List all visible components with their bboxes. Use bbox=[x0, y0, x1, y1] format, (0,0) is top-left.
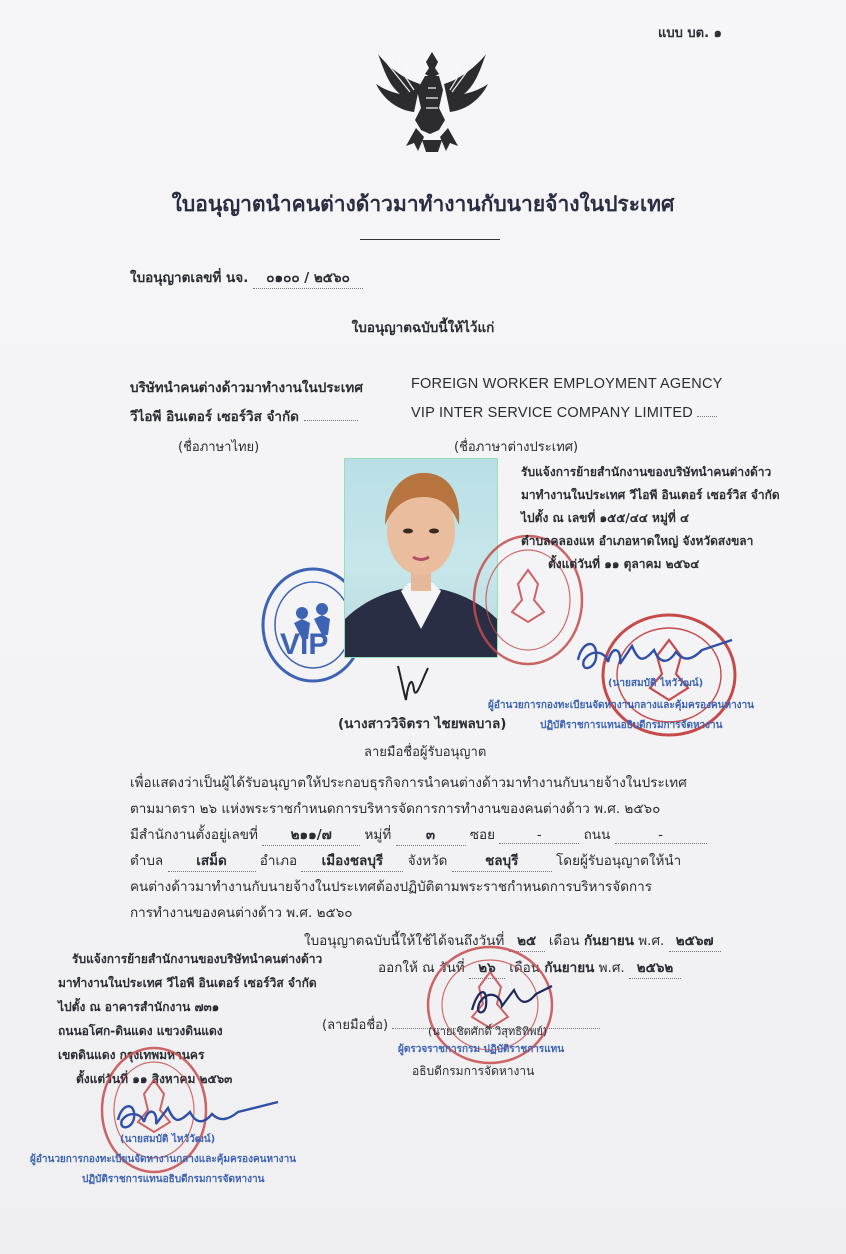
valid-until-day: ๒๕ bbox=[509, 929, 545, 952]
body-line3 bbox=[130, 823, 707, 846]
relocation-bottom-line2: มาทำงานในประเทศ วีไอพี อินเตอร์ เซอร์วิส จำกัด bbox=[58, 976, 317, 990]
license-number-label: ใบอนุญาตเลขที่ นจ. bbox=[130, 270, 249, 286]
director-name: (นายเชิดศักดิ์ วิสุทธิทิพย์) bbox=[428, 1025, 548, 1038]
road-value: - bbox=[615, 827, 707, 844]
moo-value: ๓ bbox=[396, 823, 466, 846]
license-number-value: ๐๑๐๐ / ๒๕๖๐ bbox=[253, 266, 363, 289]
stamp-vip-text: VIP bbox=[280, 628, 329, 661]
thai-name-line1: บริษัทนำคนต่างด้าวมาทำงานในประเทศ bbox=[130, 380, 363, 396]
relocation-bottom-line5: เขตดินแดง กรุงเทพมหานคร bbox=[58, 1048, 205, 1062]
valid-year-label: พ.ศ. bbox=[638, 933, 665, 949]
garuda-emblem bbox=[370, 48, 494, 156]
relocation-top-signer-title1: ผู้อำนวยการกองทะเบียนจัดหางานกลางและคุ้มครองคนหางาน bbox=[488, 700, 755, 711]
director-title: อธิบดีกรมการจัดหางาน bbox=[412, 1064, 535, 1078]
form-code: แบบ บต. ๑ bbox=[658, 26, 722, 41]
amphoe-label: อำเภอ bbox=[259, 853, 298, 869]
relocation-bottom-line6: ตั้งแต่วันที่ ๑๑ สิงหาคม ๒๕๖๓ bbox=[76, 1072, 233, 1086]
moo-label: หมู่ที่ bbox=[364, 827, 392, 843]
province-value: ชลบุรี bbox=[452, 849, 552, 872]
body-line5: คนต่างด้าวมาทำงานกับนายจ้างในประเทศต้องปฏิบัติตามพระราชกำหนดการบริหารจัดการ bbox=[130, 879, 652, 895]
body-line1: เพื่อแสดงว่าเป็นผู้ได้รับอนุญาตให้ประกอบธุรกิจการนำคนต่างด้าวมาทำงานกับนายจ้างในประเทศ bbox=[130, 775, 687, 791]
licensee-name: (นางสาววิจิตรา ไชยพลบาล) bbox=[338, 716, 507, 732]
thai-name-line2-text: วีไอพี อินเตอร์ เซอร์วิส จำกัด bbox=[130, 409, 299, 425]
signature-top-right bbox=[572, 630, 742, 680]
director-signature-label: (ลายมือชื่อ) bbox=[322, 1018, 389, 1033]
issued-to-label: ใบอนุญาตฉบับนี้ให้ไว้แก่ bbox=[351, 320, 495, 336]
relocation-bottom-signer-title1: ผู้อำนวยการกองทะเบียนจัดหางานกลางและคุ้มครองคนหางาน bbox=[30, 1154, 297, 1165]
body-line4 bbox=[130, 849, 681, 872]
foreign-name-dots bbox=[697, 416, 717, 417]
relocation-top-line4: ตำบลคลองแห อำเภอหาดใหญ่ จังหวัดสงขลา bbox=[521, 534, 754, 548]
relocation-bottom-line4: ถนนอโศก-ดินแดง แขวงดินแดง bbox=[58, 1024, 223, 1038]
licensee-signature bbox=[392, 660, 432, 704]
soi-value: - bbox=[499, 827, 579, 844]
body-line4-suffix: โดยผู้รับอนุญาตให้นำ bbox=[556, 853, 682, 869]
relocation-top-line1: รับแจ้งการย้ายสำนักงานของบริษัทนำคนต่างด้าว bbox=[521, 465, 772, 479]
tambon-label: ตำบล bbox=[130, 853, 164, 869]
relocation-top-line3: ไปตั้ง ณ เลขที่ ๑๕๕/๔๔ หมู่ที่ ๔ bbox=[521, 511, 690, 525]
body-line2: ตามมาตรา ๒๖ แห่งพระราชกำหนดการบริหารจัดการการทำงานของคนต่างด้าว พ.ศ. ๒๕๖๐ bbox=[130, 801, 661, 817]
relocation-bottom-line1: รับแจ้งการย้ายสำนักงานของบริษัทนำคนต่างด้าว bbox=[72, 952, 323, 966]
road-label: ถนน bbox=[583, 827, 611, 843]
document-title: ใบอนุญาตนำคนต่างด้าวมาทำงานกับนายจ้างในประเทศ bbox=[171, 192, 675, 216]
issued-year: ๒๕๖๒ bbox=[629, 956, 681, 979]
issued-date-label: ออกให้ ณ วันที่ bbox=[378, 960, 465, 976]
issued-month-label: เดือน bbox=[509, 960, 541, 976]
license-number-row bbox=[130, 266, 363, 289]
relocation-top-line2: มาทำงานในประเทศ วีไอพี อินเตอร์ เซอร์วิส จำกัด bbox=[521, 488, 780, 502]
tambon-value: เสม็ด bbox=[168, 849, 256, 872]
foreign-name-line1: FOREIGN WORKER EMPLOYMENT AGENCY bbox=[411, 376, 723, 392]
foreign-name-line2-text: VIP INTER SERVICE COMPANY LIMITED bbox=[411, 405, 693, 421]
body-line6: การทำงานของคนต่างด้าว พ.ศ. ๒๕๖๐ bbox=[130, 905, 353, 921]
ministry-stamp-top bbox=[468, 530, 588, 670]
relocation-top-signer-title2: ปฏิบัติราชการแทนอธิบดีกรมการจัดหางาน bbox=[540, 720, 723, 731]
amphoe-value: เมืองชลบุรี bbox=[301, 849, 403, 872]
relocation-bottom-line3: ไปตั้ง ณ อาคารสำนักงาน ๗๓๑ bbox=[58, 1000, 220, 1014]
relocation-top-line5: ตั้งแต่วันที่ ๑๑ ตุลาคม ๒๕๖๔ bbox=[548, 557, 700, 571]
valid-until-month: กันยายน bbox=[583, 933, 634, 949]
relocation-bottom-signer-title2: ปฏิบัติราชการแทนอธิบดีกรมการจัดหางาน bbox=[82, 1174, 265, 1185]
foreign-name-caption: (ชื่อภาษาต่างประเทศ) bbox=[454, 440, 579, 455]
title-underline bbox=[360, 239, 500, 240]
relocation-bottom-signer-name: (นายสมบัติ ไหวัวัฒน์) bbox=[120, 1134, 216, 1145]
address-prefix: มีสำนักงานตั้งอยู่เลขที่ bbox=[130, 827, 258, 843]
foreign-name-line2 bbox=[411, 405, 717, 421]
issued-year-label: พ.ศ. bbox=[598, 960, 625, 976]
valid-month-label: เดือน bbox=[548, 933, 580, 949]
house-number: ๒๑๑/๗ bbox=[262, 823, 360, 846]
soi-label: ซอย bbox=[469, 827, 495, 843]
relocation-top-signer-name: (นายสมบัติ ไหวัวัฒน์) bbox=[608, 678, 704, 689]
thai-name-caption: (ชื่อภาษาไทย) bbox=[178, 440, 260, 455]
licensee-caption: ลายมือชื่อผู้รับอนุญาต bbox=[364, 745, 487, 760]
valid-until-label: ใบอนุญาตฉบับนี้ให้ใช้ได้จนถึงวันที่ bbox=[304, 933, 505, 949]
director-stamp-title: ผู้ตรวจราชการกรม ปฏิบัติราชการแทน bbox=[398, 1044, 565, 1055]
issued-month: กันยายน bbox=[544, 960, 595, 976]
signature-bottom-left bbox=[112, 1096, 282, 1136]
thai-name-line2 bbox=[130, 405, 358, 427]
province-label: จังหวัด bbox=[407, 853, 448, 869]
thai-name-dots bbox=[304, 420, 358, 421]
issued-day: ๒๖ bbox=[469, 956, 505, 979]
valid-until-year: ๒๕๖๗ bbox=[669, 929, 721, 952]
